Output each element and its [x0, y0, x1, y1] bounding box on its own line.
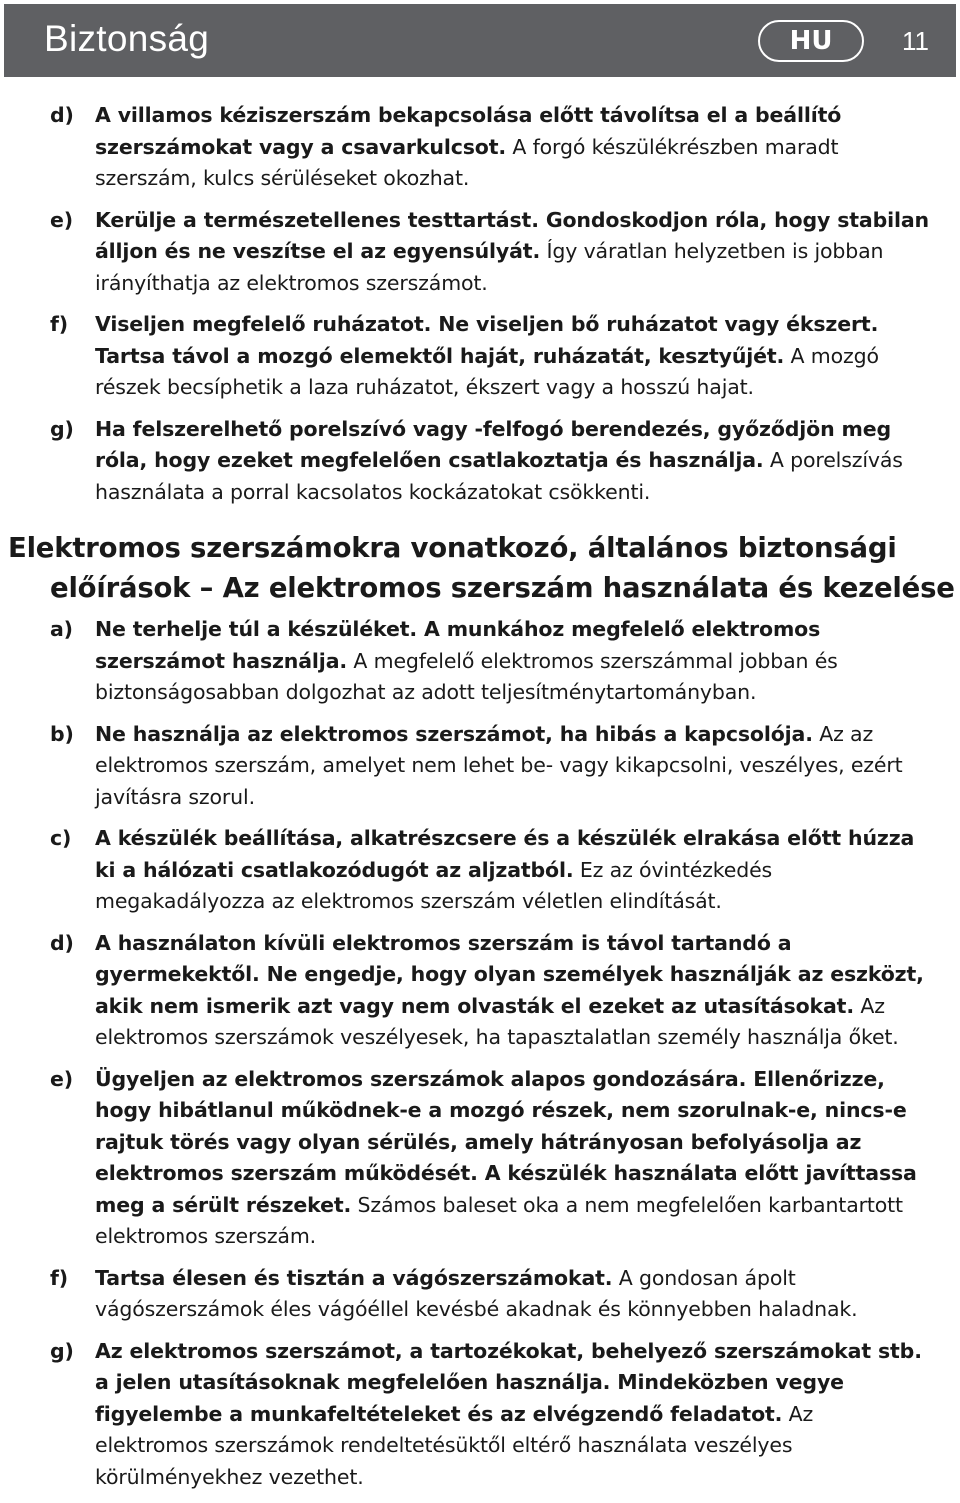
item-normal-text: Így váratlan helyzetben is jobban irányíthatja az elektromos szerszámot. — [95, 239, 884, 295]
item-normal-text: Számos baleset oka a nem megfelelően karbantartott elektromos szerszám. — [95, 1192, 903, 1248]
list-item-bottom-g — [0, 1336, 960, 1494]
item-bold-text: A villamos kéziszerszám bekapcsolása előtt távolítsa el a beállító szerszámokat vagy a csavarkulcsot. — [95, 103, 842, 159]
item-normal-text: A megfelelő elektromos szerszámmal jobban és biztonságosabban dolgozhat az adott teljesítménytartományban. — [95, 648, 838, 704]
list-item-top-g — [0, 414, 960, 509]
list-item-bottom-a — [0, 614, 960, 709]
section-heading-line1: Elektromos szerszámokra vonatkozó, általános biztonsági — [8, 532, 897, 564]
item-letter: b) — [50, 721, 74, 746]
item-letter: g) — [50, 416, 74, 441]
item-normal-text: A gondosan ápolt vágószerszámok éles vágóéllel kevésbé akadnak és könnyebben haladnak. — [95, 1265, 858, 1321]
list-item-bottom-b — [0, 719, 960, 814]
item-letter: f) — [50, 312, 68, 336]
item-normal-text: Az elektromos szerszámok veszélyesek, ha tapasztalatlan személy használja őket. — [95, 993, 899, 1049]
page-header — [4, 4, 956, 77]
list-item-bottom-c — [0, 823, 960, 918]
list-item-bottom-f — [0, 1263, 960, 1326]
list-item-top-e — [0, 205, 960, 300]
item-bold-text: A használaton kívüli elektromos szerszám is távol tartandó a gyermekektől. Ne engedje, hogy olyan személyek használják az eszközt, akik nem ismerik azt vagy nem olvasták el ezeket az utasításokat. — [95, 930, 924, 1018]
section-heading — [0, 528, 960, 608]
item-letter: e) — [50, 207, 73, 232]
section-heading-line2: előírások – Az elektromos szerszám használata és kezelése — [50, 572, 955, 604]
list-item-bottom-e — [0, 1064, 960, 1253]
item-bold-text: A készülék beállítása, alkatrészcsere és a készülék elrakása előtt húzza ki a hálózati csatlakozódugót az aljzatból. — [95, 826, 915, 882]
list-item-top-d — [0, 100, 960, 195]
item-letter: c) — [50, 826, 72, 850]
item-bold-text: Ne használja az elektromos szerszámot, ha hibás a kapcsolója. — [95, 721, 813, 746]
item-normal-text: Az elektromos szerszámok rendeltetésüktől eltérő használata veszélyes körülményekhez vezethet. — [95, 1401, 814, 1489]
item-bold-text: Kerülje a természetellenes testtartást. Gondoskodjon róla, hogy stabilan álljon és ne veszítse el az egyensúlyát. — [95, 207, 929, 263]
item-bold-text: Viseljen megfelelő ruházatot. Ne viseljen bő ruházatot vagy ékszert. Tartsa távol a mozgó elemektől haját, ruházatát, kesztyűjét. — [95, 312, 879, 368]
item-letter: e) — [50, 1066, 73, 1091]
item-normal-text: A mozgó részek becsíphetik a laza ruházatot, ékszert vagy a hosszú hajat. — [95, 343, 879, 399]
item-letter: d) — [50, 930, 74, 955]
list-item-top-f — [0, 309, 960, 404]
item-letter: g) — [50, 1338, 74, 1363]
item-bold-text: Ügyeljen az elektromos szerszámok alapos gondozására. Ellenőrizze, hogy hibátlanul működnek-e a mozgó részek, nem szorulnak-e, nincs-e rajtuk törés vagy olyan sérülés, amely hátrányosan befolyásolja az elektromos szerszám működését. A készülék használata előtt javíttassa meg a sérült részeket. — [95, 1066, 917, 1217]
item-letter: a) — [50, 617, 73, 641]
page-title: Biztonság — [44, 18, 210, 59]
item-bold-text: Ne terhelje túl a készüléket. A munkához megfelelő elektromos szerszámot használja. — [95, 617, 821, 673]
page-content — [0, 100, 960, 1503]
item-letter: d) — [50, 103, 74, 127]
item-bold-text: Ha felszerelhető porelszívó vagy -felfogó berendezés, győződjön meg róla, hogy ezeket megfelelően csatlakoztatja és használja. — [95, 416, 892, 472]
list-item-bottom-d — [0, 928, 960, 1054]
item-normal-text: Ez az óvintézkedés megakadályozza az elektromos szerszám véletlen elindítását. — [95, 857, 773, 913]
item-normal-text: Az az elektromos szerszám, amelyet nem lehet be- vagy kikapcsolni, veszélyes, ezért javításra szorul. — [95, 721, 903, 809]
item-letter: f) — [50, 1265, 68, 1290]
item-normal-text: A porelszívás használata a porral kacsolatos kockázatokat csökkenti. — [95, 448, 903, 504]
item-normal-text: A forgó készülékrészben maradt szerszám, kulcs sérüléseket okozhat. — [95, 134, 839, 190]
language-badge: HU — [758, 20, 864, 62]
page-number: 11 — [902, 26, 929, 56]
item-bold-text: Tartsa élesen és tisztán a vágószerszámokat. — [95, 1265, 613, 1290]
item-bold-text: Az elektromos szerszámot, a tartozékokat, behelyező szerszámokat stb. a jelen utasításoknak megfelelően használja. Mindeközben vegye figyelembe a munkafeltételeket és az elvégzendő feladatot. — [95, 1338, 922, 1426]
